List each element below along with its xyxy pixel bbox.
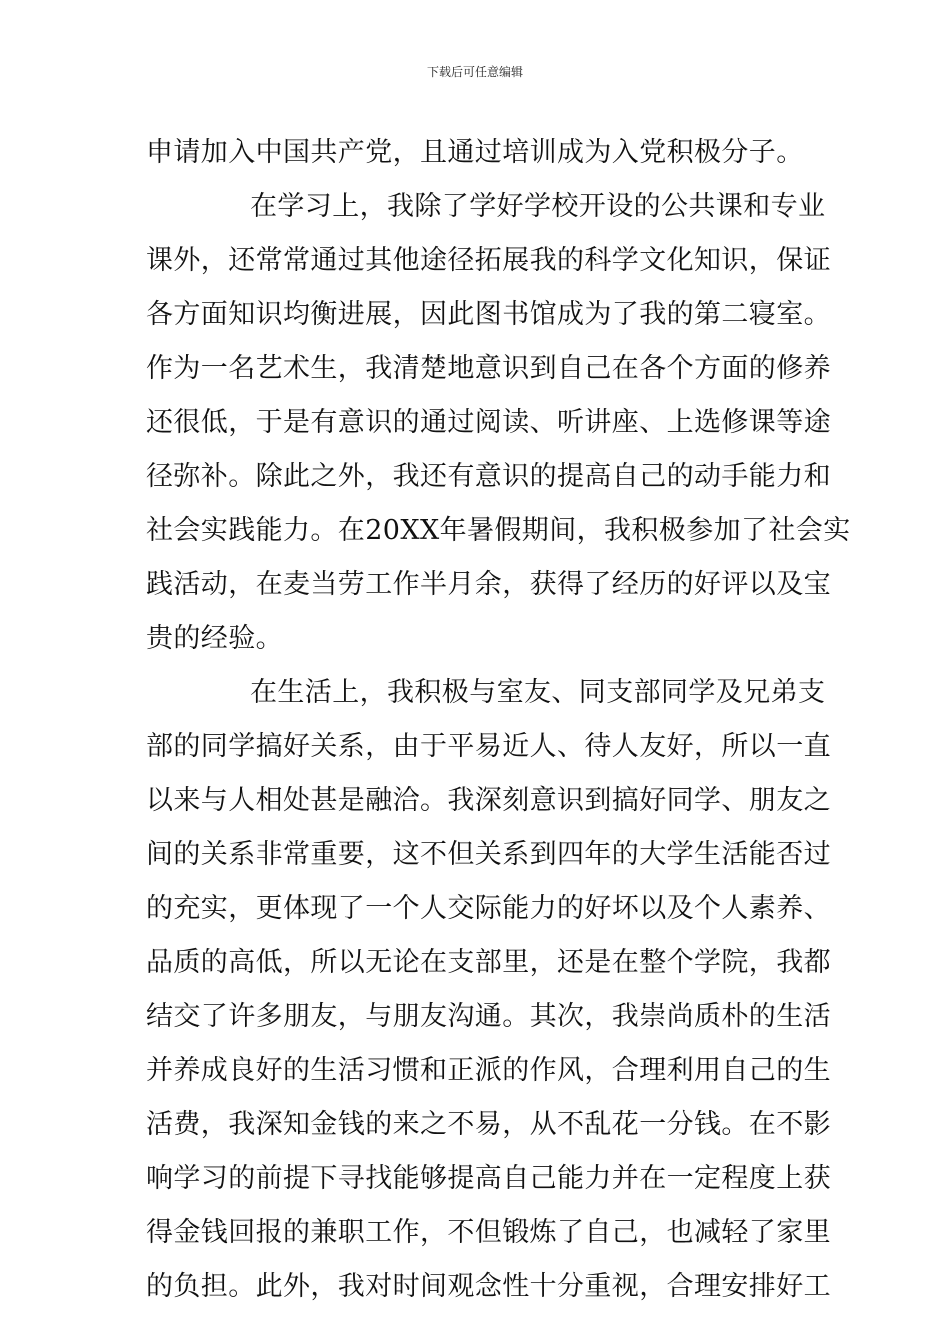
text-line: 并养成良好的生活习惯和正派的作风，合理利用自己的生 [146,1055,831,1086]
text-line: 部的同学搞好关系，由于平易近人、待人友好，所以一直 [146,731,831,762]
text-line: 品质的高低，所以无论在支部里，还是在整个学院，我都 [146,947,831,978]
text-line: 贵的经验。 [146,623,283,654]
text-line: 社会实践能力。在20XX年暑假期间，我积极参加了社会实 [146,515,851,546]
text-line: 以来与人相处甚是融洽。我深刻意识到搞好同学、朋友之 [146,785,831,816]
text-line: 得金钱回报的兼职工作，不但锻炼了自己，也减轻了家里 [146,1217,831,1248]
text-line: 各方面知识均衡进展，因此图书馆成为了我的第二寝室。 [146,299,831,330]
text-line: 的负担。此外，我对时间观念性十分重视，合理安排好工 [146,1271,831,1302]
text-line: 结交了许多朋友，与朋友沟通。其次，我崇尚质朴的生活 [146,1001,831,1032]
text-line: 间的关系非常重要，这不但关系到四年的大学生活能否过 [146,839,831,870]
paragraph-start-line: 在学习上，我除了学好学校开设的公共课和专业 [250,191,826,222]
paragraph-start-line: 在生活上，我积极与室友、同支部同学及兄弟支 [250,677,826,708]
text-line: 作为一名艺术生，我清楚地意识到自己在各个方面的修养 [146,353,831,384]
text-line: 还很低，于是有意识的通过阅读、听讲座、上选修课等途 [146,407,831,438]
text-line: 践活动，在麦当劳工作半月余，获得了经历的好评以及宝 [146,569,831,600]
text-line: 活费，我深知金钱的来之不易，从不乱花一分钱。在不影 [146,1109,831,1140]
text-line: 申请加入中国共产党，且通过培训成为入党积极分子。 [146,137,804,168]
text-line: 响学习的前提下寻找能够提高自己能力并在一定程度上获 [146,1163,831,1194]
document-body [146,126,851,1314]
text-line: 径弥补。除此之外，我还有意识的提高自己的动手能力和 [146,461,831,492]
text-line: 的充实，更体现了一个人交际能力的好坏以及个人素养、 [146,893,831,924]
text-line: 课外，还常常通过其他途径拓展我的科学文化知识，保证 [146,245,831,276]
page-header: 下载后可任意编辑 [426,65,523,79]
